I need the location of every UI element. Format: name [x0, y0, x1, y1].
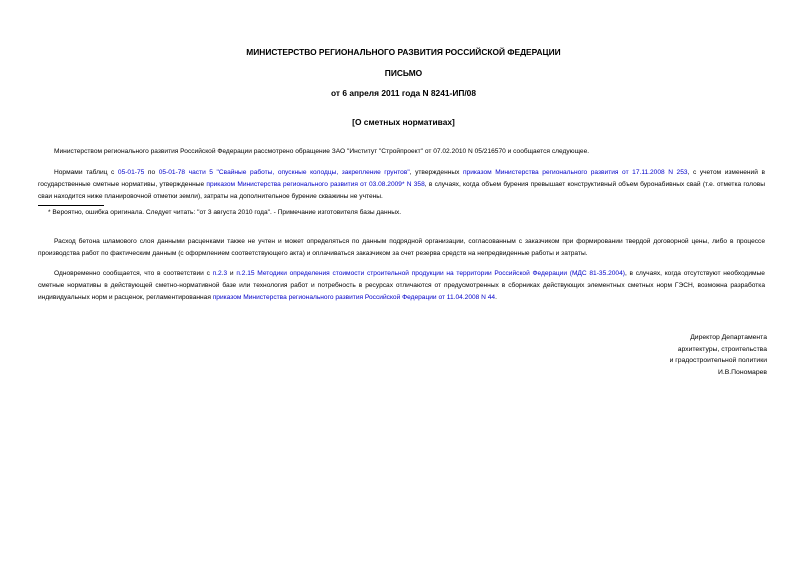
paragraph-intro: Министерством регионального развития Российской Федерации рассмотрено обращение ЗАО "Институт "Стройпроект" от 07.02.2010 N 05/216570 и сообщается следующее.	[54, 148, 590, 155]
text-fragment: , в случаях, когда объем бурения превышает конструктивный объем буронабивных свай (т.е. отметка головы сваи находится ниже планировочной отметки земли), затраты на дополнительное бурение скважины не учтены.	[38, 181, 765, 200]
text-fragment: , с учетом изменений в государственные сметные нормативы, утвержденные	[38, 169, 765, 188]
text-fragment: Одновременно сообщается, что в соответствии с	[54, 270, 213, 277]
link-table-05-01-78[interactable]: 05-01-78 части 5 "Свайные работы, опускные колодцы, закрепление грунтов"	[158, 169, 410, 176]
text-fragment: .	[495, 294, 497, 301]
paragraph-methodology	[38, 268, 765, 304]
document-date-number: от 6 апреля 2011 года N 8241-ИП/08	[331, 88, 476, 98]
link-order-44[interactable]: приказом Министерства регионального развития Российской Федерации от 11.04.2008 N 44	[212, 294, 496, 301]
text-fragment: по	[144, 169, 159, 176]
link-clause-2-15-methodology[interactable]: п.2.15 Методики определения стоимости строительной продукции на территории Российской Федерации (МДС 81-35.2004)	[236, 270, 625, 277]
signature-title-line2: архитектуры, строительства	[677, 345, 767, 353]
text-fragment: и	[227, 270, 237, 277]
footnote: * Вероятно, ошибка оригинала. Следует читать: "от 3 августа 2010 года". - Примечание изготовителя базы данных.	[48, 209, 402, 216]
signature-title-line3: и градостроительной политики	[669, 357, 767, 364]
signature-block	[670, 332, 767, 378]
footnote-divider	[38, 205, 104, 206]
link-clause-2-3[interactable]: п.2.3	[212, 270, 228, 277]
document-type: ПИСЬМО	[384, 68, 423, 78]
link-order-358[interactable]: приказом Министерства регионального развития от 03.08.2009* N 358	[206, 181, 425, 188]
paragraph-norms	[38, 167, 765, 203]
link-table-05-01-75[interactable]: 05-01-75	[117, 169, 145, 176]
signatory-name: И.В.Пономарев	[717, 368, 767, 376]
paragraph-concrete: Расход бетона шламового слоя данными расценками также не учтен и может определяться по данным подрядной организации, согласованным с заказчиком при формировании твердой договорной цены, либо в процессе производства работ по фактическим данным (с оформлением соответствующего акта) и оплачиваться заказчиком за счет резерва средств на непредвиденные работы и затраты.	[38, 238, 765, 257]
text-fragment: , в случаях, когда отсутствуют необходимые сметные нормативы в действующей сметно-нормативной базе или технология работ и потребность в ресурсах отличаются от предусмотренных в сборниках действующих элементных сметных норм ГЭСН, возможна разработка индивидуальных норм и расценок, регламентированная	[38, 270, 765, 301]
document-subject: [О сметных нормативах]	[352, 117, 455, 127]
text-fragment: Нормами таблиц с	[54, 169, 118, 176]
text-fragment: , утвержденных	[409, 169, 463, 176]
link-order-253[interactable]: приказом Министерства регионального развития от 17.11.2008 N 253	[462, 169, 688, 176]
signature-title-line1: Директор Департамента	[690, 334, 767, 341]
ministry-title: МИНИСТЕРСТВО РЕГИОНАЛЬНОГО РАЗВИТИЯ РОССИЙСКОЙ ФЕДЕРАЦИИ	[246, 47, 561, 57]
